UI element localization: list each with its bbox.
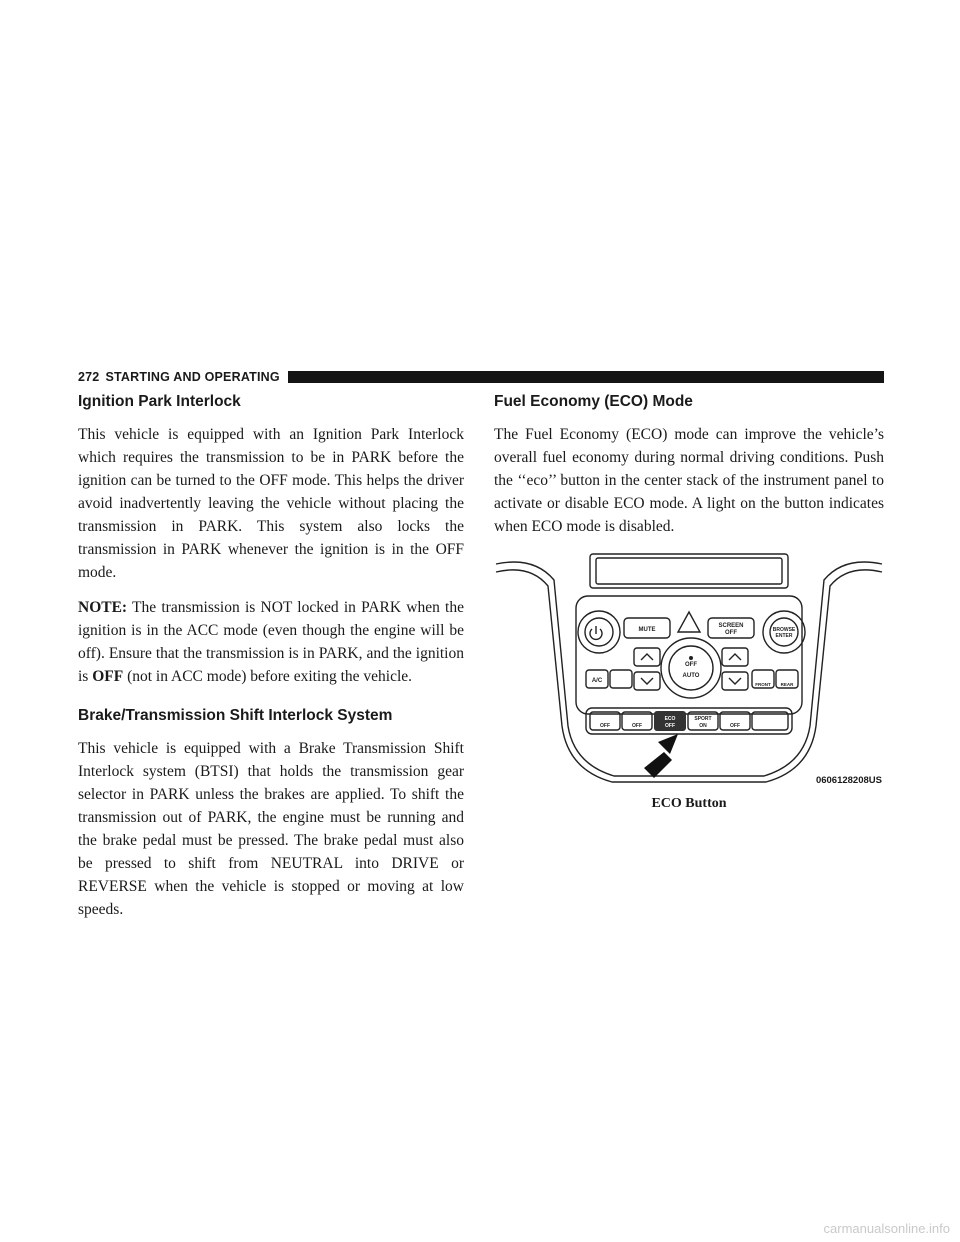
esc-off-label: OFF (730, 723, 740, 729)
eco-label: ECO (664, 716, 676, 722)
paragraph-eco-mode: The Fuel Economy (ECO) mode can improve the vehicle’s overall fuel economy during normal driving conditions. Push the ‘‘eco’’ button in the center stack of the instrument panel to activate or disable ECO mode. A light on the button indicates when ECO mode is disabled. (494, 426, 884, 535)
park-off-label: OFF (600, 723, 610, 729)
note-text-b: (not in ACC mode) before exiting the vehicle. (123, 668, 413, 685)
enter-label: ENTER (775, 633, 793, 639)
paragraph-btsi: This vehicle is equipped with a Brake Transmission Shift Interlock system (BTSI) that holds the transmission gear selector in PARK unless the brakes are applied. To shift the transmission out of PARK, the engine must be running and the brake pedal must be pressed. The brake pedal must also be pressed to shift from NEUTRAL into DRIVE or REVERSE when the vehicle is stopped or moving at low speeds. (78, 740, 464, 918)
left-column (78, 392, 464, 933)
front-label: FRONT (755, 682, 771, 687)
mute-label: MUTE (638, 627, 656, 633)
dial-off-label: OFF (685, 662, 697, 668)
center-stack-drawing (494, 550, 884, 790)
pointer-arrow-icon (644, 734, 678, 778)
figure-code: 0606128208US (815, 775, 882, 786)
page-number: 272 (78, 370, 100, 384)
browse-label: BROWSE (772, 627, 796, 633)
rear-label: REAR (780, 682, 794, 687)
figure-caption: ECO Button (651, 796, 727, 811)
heading-eco-mode: Fuel Economy (ECO) Mode (494, 393, 693, 410)
screen-off-label: OFF (725, 630, 737, 636)
fan-icon (689, 656, 693, 660)
ac-label: A/C (591, 678, 603, 684)
paragraph-ignition-interlock: This vehicle is equipped with an Ignition Park Interlock which requires the transmission to be in PARK before the ignition can be turned to the OFF mode. This helps the driver avoid inadvertently leaving the vehicle without placing the transmission in PARK. This system also locks the transmission in PARK whenever the ignition is in the OFF mode. (78, 426, 464, 581)
screen-label: SCREEN (718, 623, 744, 629)
auto-label: AUTO (682, 673, 700, 679)
right-column (494, 392, 884, 812)
eco-off-label: OFF (665, 723, 675, 729)
note-text-bold: OFF (92, 668, 124, 685)
heading-btsi: Brake/Transmission Shift Interlock System (78, 707, 393, 724)
auto-stop-off-label: OFF (632, 723, 642, 729)
note-text-a: The transmission is NOT locked in PARK when the ignition is in the ACC mode (even though the engine will be off). Ensure that the transmission is in PARK, and the ignition is (78, 599, 464, 685)
eco-button-illustration (494, 550, 884, 790)
heading-ignition-park-interlock: Ignition Park Interlock (78, 393, 241, 410)
sport-on-label: ON (699, 723, 707, 729)
note-label: NOTE: (78, 599, 128, 616)
header-rule (288, 371, 884, 383)
sport-label: SPORT (694, 716, 712, 722)
watermark: carmanualsonline.info (823, 1221, 950, 1236)
section-title: STARTING AND OPERATING (105, 370, 280, 384)
note-paragraph (78, 596, 464, 688)
page-header (78, 369, 884, 385)
